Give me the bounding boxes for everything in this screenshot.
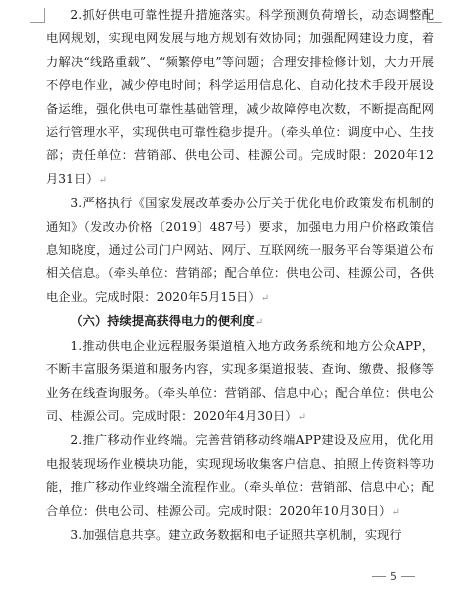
paragraph-mark-icon: ↵ bbox=[254, 317, 264, 329]
paragraph-mark-icon: ↵ bbox=[297, 411, 307, 423]
paragraph-mobile-terminal bbox=[46, 429, 434, 524]
paragraph-mark-icon: ↵ bbox=[98, 174, 108, 186]
section-heading-text: （六）持续提高获得电力的便利度 bbox=[70, 314, 255, 329]
paragraph-reliability bbox=[46, 4, 434, 192]
paragraph-text: 3.严格执行《国家发展改革委办公厅关于优化电价政策发布机制的通知》（发改办价格〔2019〕487号）要求，加强电力用户价格政策信息知晓度，通过公司门户网站、网厅、互联网统一服务平台等渠道公布相关信息。（牵头单位：营销部；配合单位：供电公司、桂源公司，各供电企业。完成时限：2020年5月15日） bbox=[46, 196, 434, 304]
paragraph-remote-service bbox=[46, 335, 434, 430]
footer-dash-right bbox=[401, 576, 415, 577]
page-number: 5 bbox=[390, 570, 397, 583]
paragraph-text: 1.推动供电企业远程服务渠道植入地方政务系统和地方公众APP，不断丰富服务渠道和服务内容，实现多渠道报装、查询、缴费、报修等业务在线查询服务。（牵头单位：营销部、信息中心；配合单位：供电公司、桂源公司。完成时限：2020年4月30日） bbox=[46, 338, 434, 423]
paragraph-text: 3.加强信息共享。建立政务数据和电子证照共享机制，实现行 bbox=[70, 527, 402, 542]
section-heading bbox=[46, 310, 434, 334]
paragraph-pricing bbox=[46, 192, 434, 310]
footer-dash-left bbox=[372, 576, 386, 577]
crop-mark-top-left bbox=[30, 8, 45, 23]
page-footer bbox=[372, 570, 432, 583]
paragraph-text: 2.推广移动作业终端。完善营销移动终端APP建设及应用，优化用电报装现场作业模块功能，实现现场收集客户信息、拍照上传资料等功能，推广移动作业终端全流程作业。（牵头单位：营销部、信息中心；配合单位：供电公司、桂源公司。完成时限：2020年10月30日） bbox=[46, 433, 434, 518]
paragraph-mark-icon: ↵ bbox=[260, 292, 270, 304]
document-body bbox=[46, 4, 434, 547]
paragraph-mark-icon: ↵ bbox=[391, 506, 400, 518]
paragraph-info-sharing bbox=[46, 524, 434, 547]
paragraph-text: 2.抓好供电可靠性提升措施落实。科学预测负荷增长，动态调整配电网规划，实现电网发展与地方规划有效协同；加强配网建设力度，着力解决“线路重载”、“频繁停电”等问题；合理安排检修计划，大力开展不停电作业，减少停电时间；科学运用信息化、自动化技术手段开展设备运维，强化供电可靠性基础管理，减少故障停电次数，不断提高配网运行管理水平，实现供电可靠性稳步提升。（牵头单位：调度中心、生技部；责任单位：营销部、供电公司、桂源公司。完成时限：2020年12月31日） bbox=[46, 8, 434, 186]
